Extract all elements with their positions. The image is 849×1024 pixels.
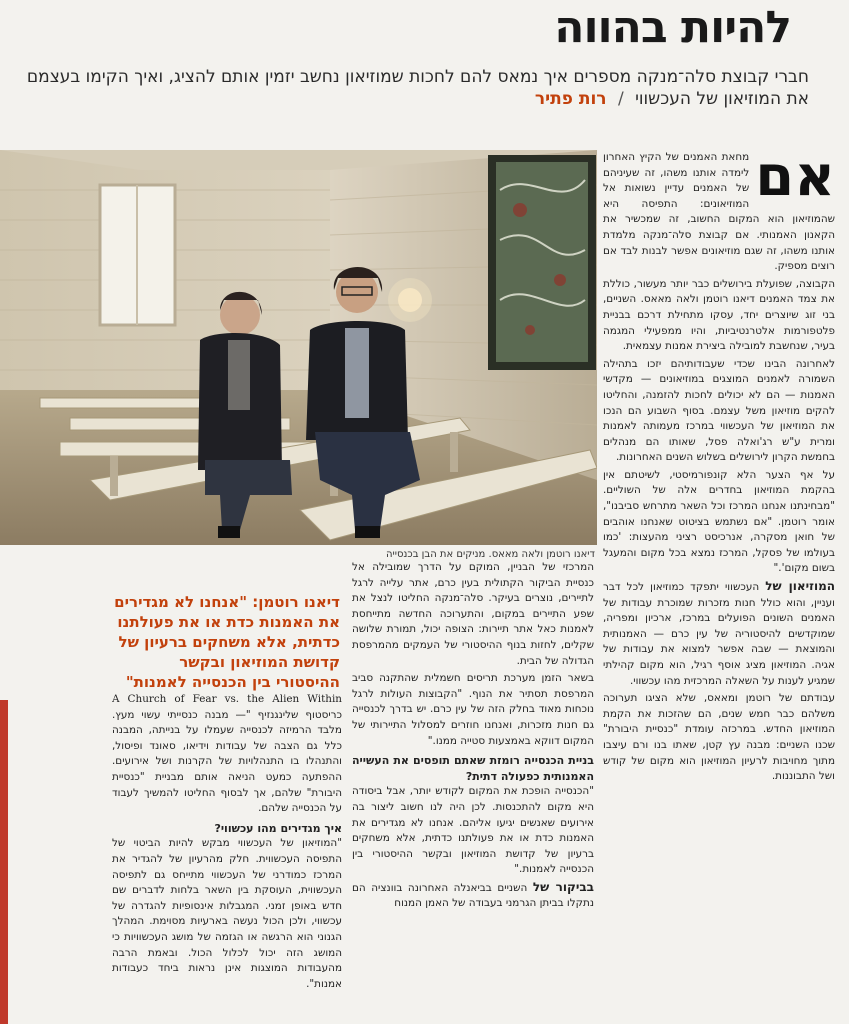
drop-cap: אם (755, 150, 835, 209)
paragraph: על אף הצער הלא קונפורמיסטי, לשיטתם אין בהקמת המוזיאון בחדרים אלה של השוליים. "מבחינתנו אנחנו המרכז וכל השאר מתרחש סביבנו", אומר רוטמן. "אם נשתמש בציטוט שאנחנו אוהבים של חואן מסקרה, אנרכיסט רציני מהעצות: 'כמו בעולמו של פסקל, המרכז נמצא בכל מקום והמעגל בשום מקום'." (603, 468, 835, 575)
deck-separator: / (617, 89, 624, 109)
author-name: רות פתיר (534, 89, 607, 109)
paragraph: מחאת האמנים של הקיץ האחרון לימדה אותנו משהו, זה שעיניהם של האמנים עדיין נשואות אל המוזיאונים: התפיסה היא שהמוזיאון הוא המקום החשוב, זה שמכשיר את הקאנון האמנותי. אם קבוצת סלה־מנקה מלמדת אותנו משהו, זה שגם מוזיאונים אפשר לבנות לבד אם רוצים מספיק. (603, 151, 835, 273)
paragraph: המרכזי של הבניין, המוקם על הדרך שמובילה אל כנסיית הביקור הקתולית בעין כרם, אתר עלייה לרגל לתיירים, נוצרים בעיקר. סלה־מנקה החליטו לנצל את שפע התיירים במקום, והתערוכה החדשה מתייחסת לאמנות כאל אתר תיירות: הצופה יכול, תמורת שלושה שקלים, לחזות בנוף ההיסטורי של העמקים מהמרפסת הגדולה של הבית. (352, 561, 594, 667)
paragraph: "הכנסייה הופכת את המקום לקודש יותר, אבל ביסודה היא מקום להתכנסות. לכן היה לנו חשוב ליצור בה אירועים שאנשים יגיעו אליהם. אנחנו לא מגדירים את האמנות כדת או את פעולתנו כדתית, אלא משחקים ברעיון של קדושת המוזיאון ובקשר ההיסטורי בין הכנסייה לאמנות." (352, 785, 594, 876)
column-right (603, 150, 835, 1022)
column-middle (352, 560, 594, 1022)
chapel-photo-drawing (0, 150, 597, 545)
deck-text: חברי קבוצת סלה־מנקה מספרים איך נמאס להם לחכות שמוזיאון נחשב יזמין אותם להציג, ואיך הקימו בעצמם את המוזיאון של העכשווי (26, 67, 809, 109)
interview-question: בניית הכנסייה רומזת שאתם תופסים את העשייה האמנותית כפעולה דתית? (352, 754, 594, 783)
pull-quote: דיאנו רוטמן: "אנחנו לא מגדירים את האמנות כדת או את פעולתנו כדתית, אלא משחקים ברעיון של קדושת המוזיאון ובקשר ההיסטורי בין הכנסייה לאמנות" (114, 593, 340, 691)
paragraph: הקבוצה, שפועלת בירושלים כבר יותר מעשור, כוללת את צמד האמנים דיאנו רוטמן ולאה מאאס. השניים, בני זוג שיוצרים יחד, עסקו מתחילת דרכם בבניית פלטפורמות אלטרנטיביות, והיו ממפעילי המגמה בעיר, שנחשבת למובילה ביצירת אמנות עצמאית. (603, 277, 835, 353)
interview-question: איך מגדירים מהו עכשווי? (214, 821, 342, 835)
deck (19, 66, 809, 110)
headline: להיות בהווה (554, 2, 791, 53)
paragraph: עבודתם של רוטמן ומאאס, שלא הציגו תערוכה משלהם כבר חמש שנים, הם שהזכות את הקמת המוזיאון החדש. במרכזה עומדת "כנסיית היבורת" שכנו השניים: מבנה עץ קטן, שאתו בנו ורם עיצבו מתוך מחויבות לרעיון המוזיאון הוא מקום של קודש ושל התבוננות. (603, 692, 835, 783)
paragraph: בשאר הזמן מערכת תריסים חשמלית שהתקנה סביב המרפסת תסתיר את הנוף. "הקבוצות העולות לרגל נוכחות מאוד בחלק הזה של עין כרם. יש בדרך לכנסייה גם חנות מזכרות, ואנחנו חוזרים למסלול התיירותי של המקום דווקא באמצעות סטייה ממנו." (352, 672, 594, 747)
artwork-title: A Church of Fear vs. the Alien Within (112, 693, 342, 705)
paragraph: "המוזיאון של העכשווי מבקש להיות הביטוי של התפיסה העכשווית. חלק מהרעיון של להגדיר את המרכז כמודרני של העכשווי מתייחס גם לתפיסה העכשווית, העוסקת בין השאר בלחות לדברים שם חדש באופן זמני. המגבלות אינסופיות להגדרה של עכשווי, ולכן הכול נעשה בארעיות מסוימת. המהלך הגנוני הוא הרגשה או הגזמה של מושג העכשוויות כי המושג הזה יכול לכלול הכול. ובאמת הרבה מהעבודות המוצגות אינן נראות ביחד כעבודות אמנות". (112, 837, 342, 990)
paragraph-text: כריסטוף שלינגנזיף "— מבנה כנסייתי עשוי מעץ. מלבד הרמיזה לכנסייה שעמלו על בנייתה, המבנה כלל גם הצבה של עבודות וידיאו, סאונד ופיסול, והתנהלו בו התנהלויות של הקרנות ושל אירועים. ההפתעה כמעט הניאה אותם מבניית "כנסיית היבורת" שלהם, אך לבסוף החליטו להמשיך לעבוד על הכנסייה שלהם. (112, 708, 342, 815)
column-left (112, 692, 342, 1022)
paragraph-with-lead (352, 880, 594, 912)
bleed-through-header (14, 6, 314, 66)
section-lead: המוזיאון של (765, 579, 835, 594)
photo-caption: דיאנו רוטמן ולאה מאאס. מניקים את הבן בכנסייה (385, 549, 595, 560)
paragraph-with-title (112, 692, 342, 817)
section-lead: בביקור של (532, 879, 594, 894)
section-text: השניים בביאנלה האחרונה בוונציה הם נתקלו בביתן הגרמני בעבודה של האמן המנוח (352, 881, 594, 910)
chapel-photo (0, 150, 597, 545)
paragraph-with-lead (603, 579, 835, 689)
page-edge-marker (0, 700, 8, 1024)
paragraph: לאחרונה הבינו שכדי שעבודותיהם יזכו בתהילה השמורה לאמנים המוצגים במוזיאונים — מקדשי האמנות — הם לא יכולים לחכות להזמנה, והחליטו להקים מוזיאון משל עצמם. בסוף השבוע הם הנכו את המוזיאון של העכשווי במרכז מעמותה לאמנות ומרית ע"ש רג'ואלה פסל, שאותו הם מנהלים בחמשת הקרון לירושלים בשלוש השנים האחרונות. (603, 357, 835, 464)
section-text: העכשווי יתפקד כמוזיאון לכל דבר ועניין, והוא כולל חנות מזכרות שמוכרת עבודות של האמנים השונים הפועלים במרכז, ארכיון ומפריה, שמוקדשים להיסטוריה של עין כרם — האמנותית והמוצאת — שבה אפשר למצוא את עבודות של אגיה. המוזיאון מציג אוסף רגיל, הוא מקום קהילתי שמגיע לענות על השאלה המרכזית מהו עכשווי. (603, 581, 835, 687)
